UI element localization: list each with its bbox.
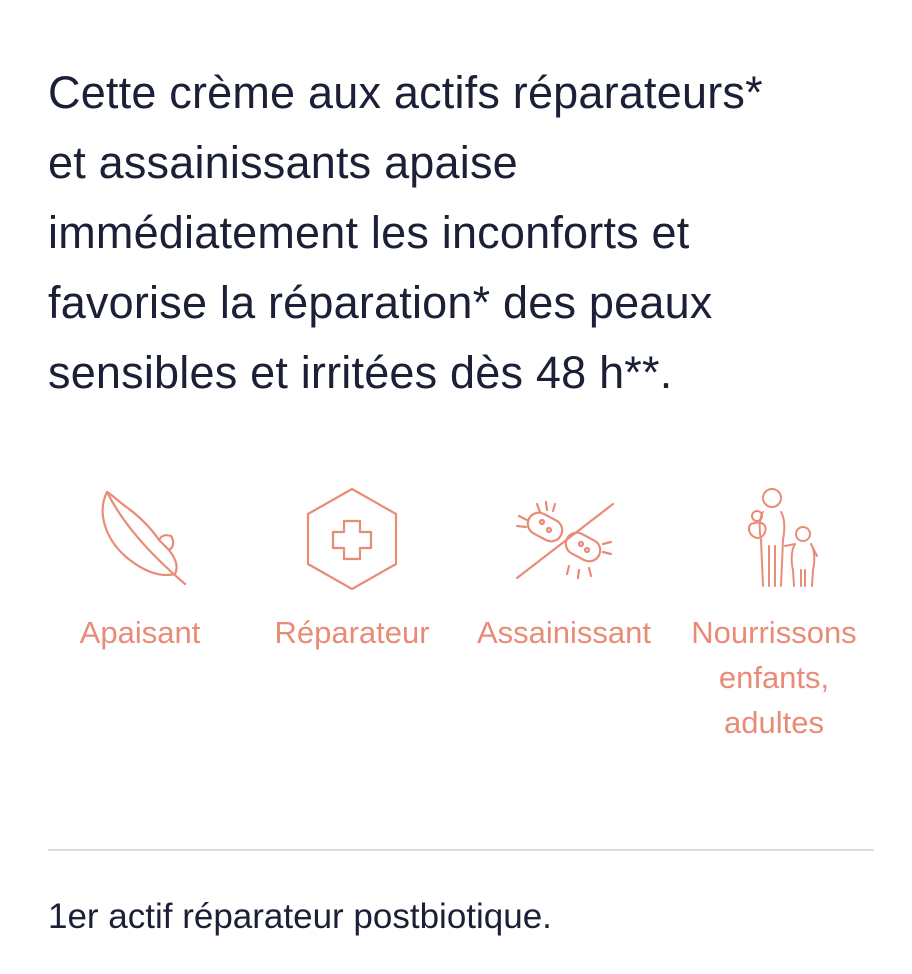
- feature-apaisant: [35, 486, 245, 655]
- crossed-out-bacteria-icon: [509, 486, 619, 592]
- description-line: et assainissants apaise: [48, 137, 518, 188]
- feature-list: [35, 486, 875, 756]
- feature-nourrissons-enfants-adultes: [669, 486, 879, 745]
- feature-label: [669, 610, 879, 745]
- feature-label-line: adultes: [724, 705, 824, 740]
- section-divider: [48, 849, 874, 851]
- feature-label: Réparateur: [274, 615, 430, 650]
- feature-label: Assainissant: [476, 615, 652, 650]
- product-description: [48, 58, 868, 408]
- feature-label: Apaisant: [79, 615, 201, 650]
- feature-label-line: enfants,: [718, 660, 830, 695]
- feature-label-line: Nourrissons: [691, 615, 857, 650]
- feature-assainissant: [459, 486, 669, 655]
- description-line: Cette crème aux actifs réparateurs*: [48, 67, 763, 118]
- description-line: immédiatement les inconforts et: [48, 207, 690, 258]
- feather-icon: [85, 486, 195, 592]
- footnote: 1er actif réparateur postbiotique.: [48, 897, 552, 936]
- medical-cross-hexagon-icon: [297, 486, 407, 592]
- feature-reparateur: [247, 486, 457, 655]
- description-line: favorise la réparation* des peaux: [48, 277, 713, 328]
- description-line: sensibles et irritées dès 48 h**.: [48, 347, 673, 398]
- family-icon: [719, 486, 829, 592]
